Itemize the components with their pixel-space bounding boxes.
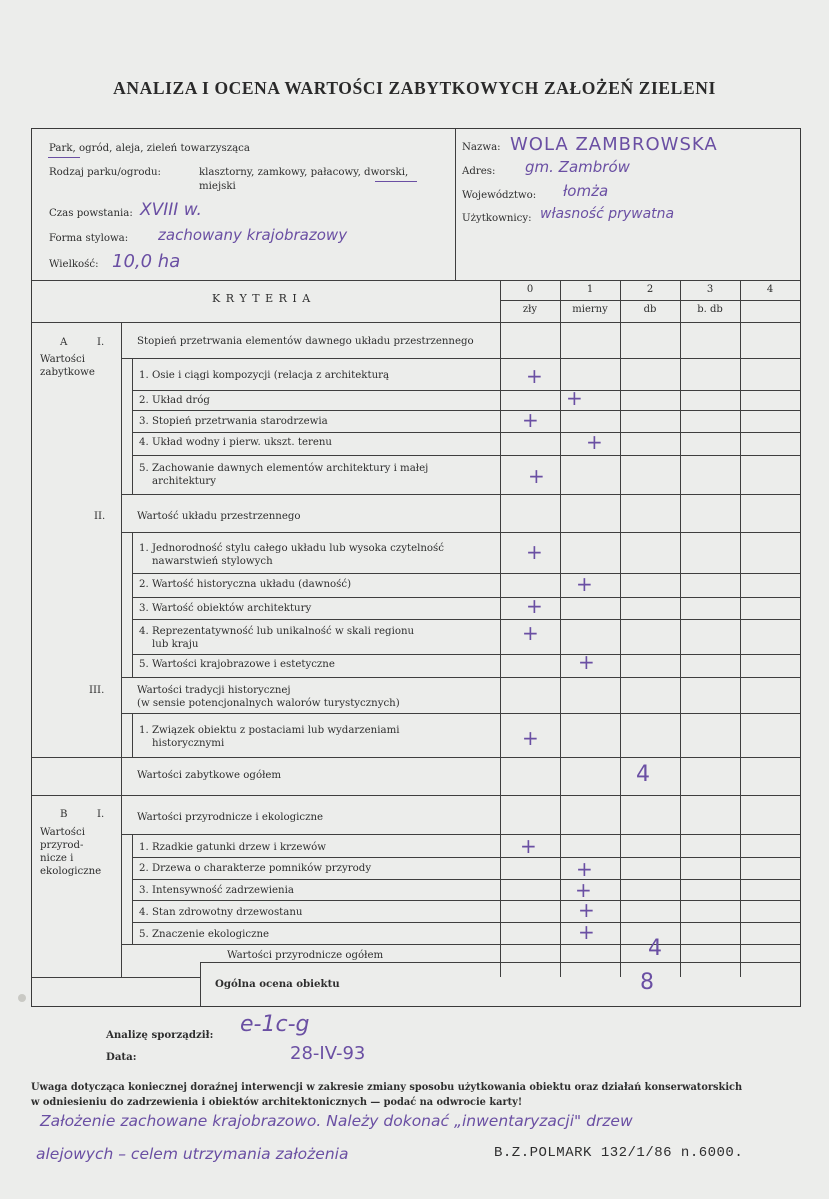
wojewodztwo-label: Województwo: — [462, 190, 537, 201]
divider — [680, 281, 681, 977]
wielkosc-value: 10,0 ha — [112, 251, 181, 272]
wielkosc-label: Wielkość: — [49, 259, 99, 270]
score-3-num: 3 — [706, 284, 714, 295]
divider — [132, 597, 800, 598]
printer-imprint: B.Z.POLMARK 132/1/86 n.6000. — [494, 1145, 744, 1161]
divider — [132, 573, 800, 574]
divider — [132, 619, 800, 620]
kryteria-label: K R Y T E R I A — [212, 292, 312, 305]
score-4-num: 4 — [766, 284, 774, 295]
divider — [32, 322, 800, 323]
section-b-name-2: przyrod- — [40, 840, 84, 851]
criterion: 3. Stopień przetrwania starodrzewia — [139, 416, 328, 427]
divider — [32, 795, 800, 796]
divider — [122, 834, 800, 835]
divider — [122, 944, 800, 945]
group-title-2: (w sensie potencjonalnych walorów turystycznych) — [137, 698, 400, 709]
section-b-roman: I. — [97, 809, 105, 820]
mark-plus: + — [578, 898, 595, 922]
mark-plus: + — [576, 572, 593, 596]
divider — [132, 835, 133, 945]
nazwa-label: Nazwa: — [462, 142, 501, 153]
criterion: 5. Znaczenie ekologiczne — [139, 929, 270, 940]
criterion: 3. Intensywność zadrzewienia — [139, 885, 294, 896]
criterion: 2. Drzewa o charakterze pomników przyrody — [139, 863, 372, 874]
total-label: Wartości zabytkowe ogółem — [137, 770, 282, 781]
czas-label: Czas powstania: — [49, 208, 133, 219]
score-3-word: b. db — [697, 304, 723, 315]
divider — [32, 977, 200, 978]
criterion: 4. Stan zdrowotny drzewostanu — [139, 907, 303, 918]
ogolna-value: 8 — [640, 970, 654, 995]
criterion: 1. Osie i ciągi kompozycji (relacja z architekturą — [139, 370, 390, 381]
divider — [122, 713, 800, 714]
section-a-letter: A — [60, 337, 68, 348]
forma-value: zachowany krajobrazowy — [158, 226, 348, 244]
group-title: Wartość układu przestrzennego — [137, 511, 301, 522]
divider — [132, 359, 133, 494]
score-1-num: 1 — [586, 284, 594, 295]
section-a-ii-roman: II. — [94, 511, 106, 522]
adres-value: gm. Zambrów — [525, 158, 630, 176]
uzytkownicy-label: Użytkownicy: — [462, 213, 532, 224]
divider — [132, 879, 800, 880]
uzytkownicy-value: własność prywatna — [540, 206, 675, 222]
underline-mark — [48, 157, 80, 158]
uwaga-line-1: Uwaga dotycząca koniecznej doraźnej interwencji w zakresie zmiany sposobu użytkowania obiektu oraz działań konserwatorskich — [31, 1082, 743, 1093]
divider — [132, 410, 800, 411]
rodzaj-label: Rodzaj parku/ogrodu: — [49, 167, 161, 178]
divider — [132, 900, 800, 901]
total-value: 4 — [636, 762, 650, 787]
section-a-roman: I. — [97, 337, 105, 348]
mark-plus: + — [526, 540, 543, 564]
criterion: 4. Układ wodny i pierw. ukszt. terenu — [139, 437, 332, 448]
divider — [121, 323, 122, 977]
section-b-name-4: ekologiczne — [40, 866, 102, 877]
park-type-line: Park, ogród, aleja, zieleń towarzysząca — [49, 143, 250, 154]
section-a-name-2: zabytkowe — [40, 367, 95, 378]
score-2-num: 2 — [646, 284, 654, 295]
analize-signature: e-1c-g — [240, 1012, 310, 1037]
divider — [132, 533, 133, 678]
section-b-name: Wartości — [40, 827, 85, 838]
divider — [132, 714, 133, 758]
criterion: 5. Zachowanie dawnych elementów architektury i małej — [139, 463, 429, 474]
mark-plus: + — [578, 920, 595, 944]
mark-plus: + — [520, 834, 537, 858]
section-b-name-3: nicze i — [40, 853, 74, 864]
mark-plus: + — [575, 878, 592, 902]
criterion-cont: nawarstwień stylowych — [152, 556, 273, 567]
divider — [132, 455, 800, 456]
mark-plus: + — [578, 650, 595, 674]
mark-plus: + — [522, 621, 539, 645]
group-title: Wartości tradycji historycznej — [137, 685, 291, 696]
rodzaj-options: klasztorny, zamkowy, pałacowy, dworski, — [199, 167, 409, 178]
analize-label: Analizę sporządził: — [106, 1029, 214, 1041]
divider — [200, 962, 800, 963]
score-2-word: db — [643, 304, 657, 315]
ogolna-label: Ogólna ocena obiektu — [215, 978, 340, 990]
forma-label: Forma stylowa: — [49, 233, 129, 244]
divider — [32, 757, 800, 758]
mark-plus: + — [528, 464, 545, 488]
rodzaj-options-2: miejski — [199, 181, 236, 192]
mark-plus: + — [586, 430, 603, 454]
section-a-name: Wartości — [40, 354, 85, 365]
mark-plus: + — [576, 857, 593, 881]
divider — [560, 281, 561, 977]
form-title: ANALIZA I OCENA WARTOŚCI ZABYTKOWYCH ZAŁOŻEŃ ZIELENI — [113, 78, 716, 98]
score-1-word: mierny — [572, 304, 608, 315]
mark-plus: + — [526, 594, 543, 618]
section-b-letter: B — [60, 809, 68, 820]
divider — [740, 281, 741, 977]
mark-plus: + — [526, 364, 543, 388]
group-title: Stopień przetrwania elementów dawnego układu przestrzennego — [137, 336, 474, 347]
uwaga-line-2: w odniesieniu do zadrzewienia i obiektów architektonicznych — podać na odwrocie karty! — [31, 1097, 523, 1108]
divider — [500, 281, 501, 977]
wojewodztwo-value: łomża — [563, 182, 609, 200]
divider — [122, 532, 800, 533]
divider — [132, 654, 800, 655]
total-label: Wartości przyrodnicze ogółem — [227, 950, 384, 961]
mark-plus: + — [522, 726, 539, 750]
criterion: 2. Układ dróg — [139, 395, 210, 406]
divider — [132, 390, 800, 391]
underline-mark — [375, 181, 417, 182]
criterion-cont: lub kraju — [152, 639, 199, 650]
nazwa-value: WOLA ZAMBROWSKA — [510, 134, 718, 155]
divider — [455, 129, 456, 281]
criterion: 2. Wartość historyczna układu (dawność) — [139, 579, 352, 590]
mark-plus: + — [522, 408, 539, 432]
criterion-cont: historycznymi — [152, 738, 225, 749]
czas-value: XVIII w. — [140, 200, 202, 220]
criterion: 5. Wartości krajobrazowe i estetyczne — [139, 659, 335, 670]
criterion-cont: architektury — [152, 476, 217, 487]
data-value: 28-IV-93 — [290, 1043, 366, 1064]
total-value: 4 — [648, 936, 662, 961]
group-title: Wartości przyrodnicze i ekologiczne — [137, 812, 324, 823]
divider — [132, 432, 800, 433]
criterion: 3. Wartość obiektów architektury — [139, 603, 312, 614]
section-a-iii-roman: III. — [89, 685, 105, 696]
adres-label: Adres: — [462, 166, 496, 177]
handwritten-note-2: alejowych – celem utrzymania założenia — [36, 1145, 349, 1163]
criterion: 1. Jednorodność stylu całego układu lub wysoka czytelność — [139, 543, 444, 554]
mark-plus: + — [566, 386, 583, 410]
divider — [200, 962, 201, 1006]
criterion: 1. Związek obiektu z postaciami lub wydarzeniami — [139, 725, 400, 736]
data-label: Data: — [106, 1051, 137, 1063]
divider — [500, 300, 800, 301]
divider — [32, 280, 800, 281]
score-0-num: 0 — [526, 284, 534, 295]
criterion: 4. Reprezentatywność lub unikalność w skali regionu — [139, 626, 415, 637]
handwritten-note: Założenie zachowane krajobrazowo. Należy dokonać „inwentaryzacji" drzew — [40, 1112, 633, 1130]
punch-hole — [18, 994, 26, 1002]
divider — [122, 494, 800, 495]
divider — [132, 922, 800, 923]
criterion: 1. Rzadkie gatunki drzew i krzewów — [139, 842, 327, 853]
divider — [122, 358, 800, 359]
score-0-word: zły — [522, 304, 538, 315]
divider — [620, 281, 621, 977]
divider — [132, 857, 800, 858]
divider — [122, 677, 800, 678]
